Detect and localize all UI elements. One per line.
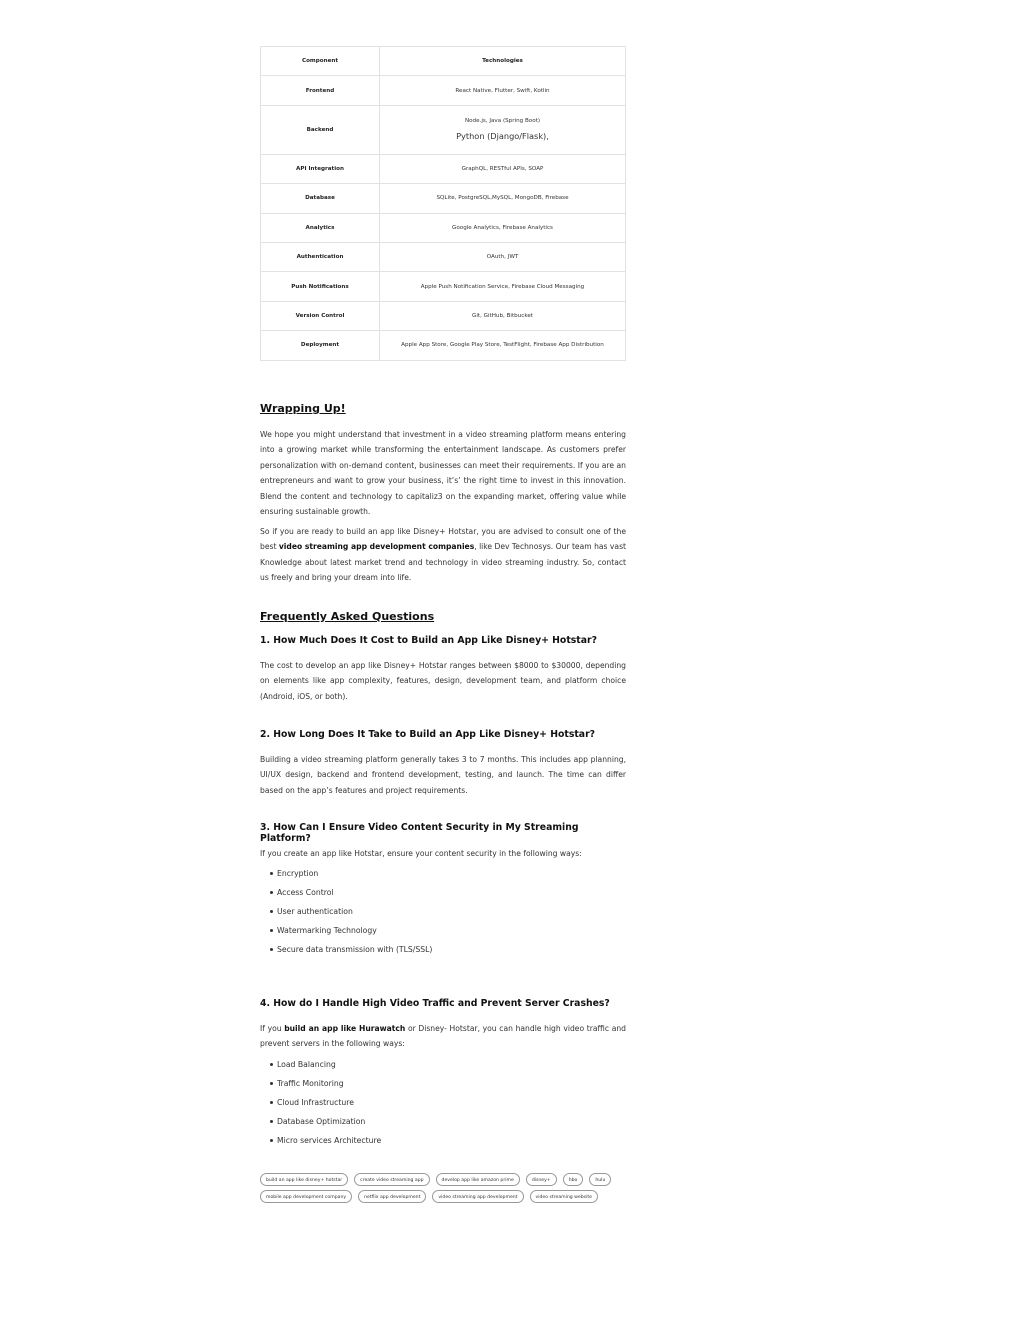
table-row (261, 184, 626, 213)
table-row (261, 154, 626, 183)
tag-link[interactable]: disney+ (526, 1173, 557, 1186)
table-cell-component: Deployment (261, 331, 380, 360)
table-cell-component: Authentication (261, 242, 380, 271)
tag-link[interactable]: netflix app development (358, 1190, 426, 1203)
faq-answer: Building a video streaming platform generally takes 3 to 7 months. This includes app planning, UI/UX design, backend and frontend development, testing, and launch. The time can differ based on the app’s features and project requirements. (260, 755, 626, 795)
table-row (261, 105, 626, 154)
tag-link[interactable]: mobile app development company (260, 1190, 352, 1203)
tag-link[interactable]: hulu (589, 1173, 611, 1186)
list-item: Cloud Infrastructure (260, 1093, 626, 1112)
tag-link[interactable]: video streaming website (530, 1190, 598, 1203)
list-item: Load Balancing (260, 1055, 626, 1074)
table-cell-tech-line: Node.js, Java (Spring Boot) (464, 118, 541, 125)
answer-text: or Disney- Hotstar, you can handle high video traffic and prevent servers in the following ways: (260, 1024, 626, 1049)
list-item: Watermarking Technology (260, 921, 626, 940)
faq-question: 3. How Can I Ensure Video Content Security in My Streaming Platform? (260, 822, 579, 844)
faq-heading: Frequently Asked Questions (260, 610, 435, 623)
table-cell-tech: Google Analytics, Firebase Analytics (380, 213, 626, 242)
table-row (261, 213, 626, 242)
faq-question: 4. How do I Handle High Video Traffic and Prevent Server Crashes? (260, 998, 610, 1009)
list-item: Micro services Architecture (260, 1131, 626, 1150)
wrapping-up-paragraph: We hope you might understand that investment in a video streaming platform means entering into a growing market while transforming the entertainment landscape. As customers prefer personalization with on-demand content, businesses can meet their requirements. If you are an entrepreneurs and want to grow your business, it’s’ the right time to invest in this innovation. Blend the content and technology to capitaliz3 on the expanding market, offering value while ensuring sustainable growth. (260, 430, 626, 517)
list-item: Traffic Monitoring (260, 1074, 626, 1093)
hurawatch-link[interactable]: build an app like Hurawatch (284, 1024, 406, 1033)
consult-paragraph (260, 524, 626, 586)
tag-link[interactable]: build an app like disney+ hotstar (260, 1173, 348, 1186)
table-cell-component: Database (261, 184, 380, 213)
table-header-cell: Component (261, 47, 380, 76)
table-cell-tech: GraphQL, RESTful APIs, SOAP (380, 154, 626, 183)
table-row (261, 272, 626, 301)
tag-link[interactable]: create video streaming app (354, 1173, 429, 1186)
consult-text: , like Dev Technosys. Our team has vast Knowledge about latest market trend and technology in video streaming industry. So, contact us freely and bring your dream into life. (260, 542, 626, 583)
list-item: User authentication (260, 902, 626, 921)
tech-stack-table (260, 46, 626, 361)
table-cell-tech: Git, GitHub, Bitbucket (380, 301, 626, 330)
consult-text: So if you are ready to build an app like Disney+ Hotstar, you are advised to consult one of the best (260, 527, 626, 552)
tag-link[interactable]: video streaming app development (432, 1190, 523, 1203)
table-cell-tech: Apple Push Notification Service, Firebase Cloud Messaging (380, 272, 626, 301)
faq-question: 2. How Long Does It Take to Build an App Like Disney+ Hotstar? (260, 729, 596, 740)
table-row (261, 331, 626, 360)
table-cell-tech: OAuth, JWT (380, 242, 626, 271)
list-item: Secure data transmission with (TLS/SSL) (260, 940, 626, 959)
table-cell-tech-line: Python (Django/Flask), (456, 131, 549, 142)
table-header-row (261, 47, 626, 76)
table-cell-tech: SQLite, PostgreSQL,MySQL, MongoDB, Firebase (380, 184, 626, 213)
table-header-cell: Technologies (380, 47, 626, 76)
companies-link[interactable]: video streaming app development companies (278, 542, 475, 552)
article-content (260, 46, 626, 1200)
faq-answer (260, 1021, 626, 1052)
table-cell-component: Analytics (261, 213, 380, 242)
faq-question: 1. How Much Does It Cost to Build an App Like Disney+ Hotstar? (260, 635, 597, 646)
list-item: Encryption (260, 864, 626, 883)
tag-link[interactable]: hbo (563, 1173, 584, 1186)
security-list (260, 864, 626, 959)
faq-answer: If you create an app like Hotstar, ensure your content security in the following ways: (260, 849, 582, 858)
table-cell-component: API Integration (261, 154, 380, 183)
table-cell-component: Frontend (261, 76, 380, 105)
faq-answer: The cost to develop an app like Disney+ Hotstar ranges between $8000 to $30000, depending on elements like app complexity, features, design, development team, and platform choice (Android, iOS, or both). (260, 661, 626, 701)
list-item: Access Control (260, 883, 626, 902)
table-row (261, 242, 626, 271)
table-cell-component: Version Control (261, 301, 380, 330)
list-item: Database Optimization (260, 1112, 626, 1131)
wrapping-up-heading: Wrapping Up! (260, 402, 346, 415)
answer-text: If you (260, 1024, 285, 1033)
traffic-list (260, 1055, 626, 1150)
table-row (261, 301, 626, 330)
tag-link[interactable]: develop app like amazon prime (436, 1173, 520, 1186)
table-cell-tech: React Native, Flutter, Swift, Kotlin (380, 76, 626, 105)
table-cell-component: Backend (261, 105, 380, 154)
tag-list (260, 1173, 626, 1207)
table-cell-component: Push Notifications (261, 272, 380, 301)
table-cell-tech: Apple App Store, Google Play Store, TestFlight, Firebase App Distribution (380, 331, 626, 360)
table-row (261, 76, 626, 105)
table-cell-tech (380, 105, 626, 154)
